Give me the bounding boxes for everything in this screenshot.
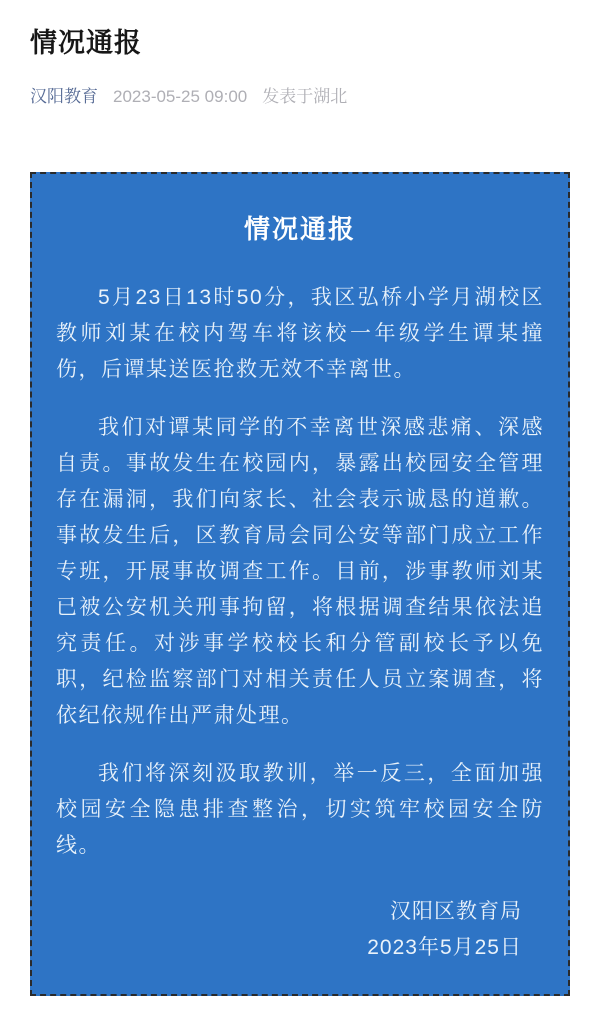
publish-location: 发表于湖北 xyxy=(262,87,348,106)
article-meta xyxy=(30,85,570,109)
notice-signature-block xyxy=(56,894,544,966)
notice-box xyxy=(30,172,570,996)
notice-paragraph-3: 我们将深刻汲取教训，举一反三，全面加强校园安全隐患排查整治，切实筑牢校园安全防线。 xyxy=(56,762,544,857)
notice-paragraph-2: 我们对谭某同学的不幸离世深感悲痛、深感自责。事故发生在校园内，暴露出校园安全管理存在漏洞，我们向家长、社会表示诚恳的道歉。事故发生后，区教育局会同公安等部门成立工作专班，开展事故调查工作。目前，涉事教师刘某已被公安机关刑事拘留，将根据调查结果依法追究责任。对涉事学校校长和分管副校长予以免职，纪检监察部门对相关责任人员立案调查，将依纪依规作出严肃处理。 xyxy=(56,416,544,727)
notice-paragraph-1: 5月23日13时50分，我区弘桥小学月湖校区教师刘某在校内驾车将该校一年级学生谭某撞伤，后谭某送医抢救无效不幸离世。 xyxy=(56,286,544,381)
notice-date: 2023年5月25日 xyxy=(367,936,522,959)
publish-time: 2023-05-25 09:00 xyxy=(113,87,248,106)
account-name-link[interactable]: 汉阳教育 xyxy=(30,87,98,106)
notice-title: 情况通报 xyxy=(243,214,356,244)
page-title: 情况通报 xyxy=(30,28,142,58)
notice-signature: 汉阳区教育局 xyxy=(390,900,522,923)
